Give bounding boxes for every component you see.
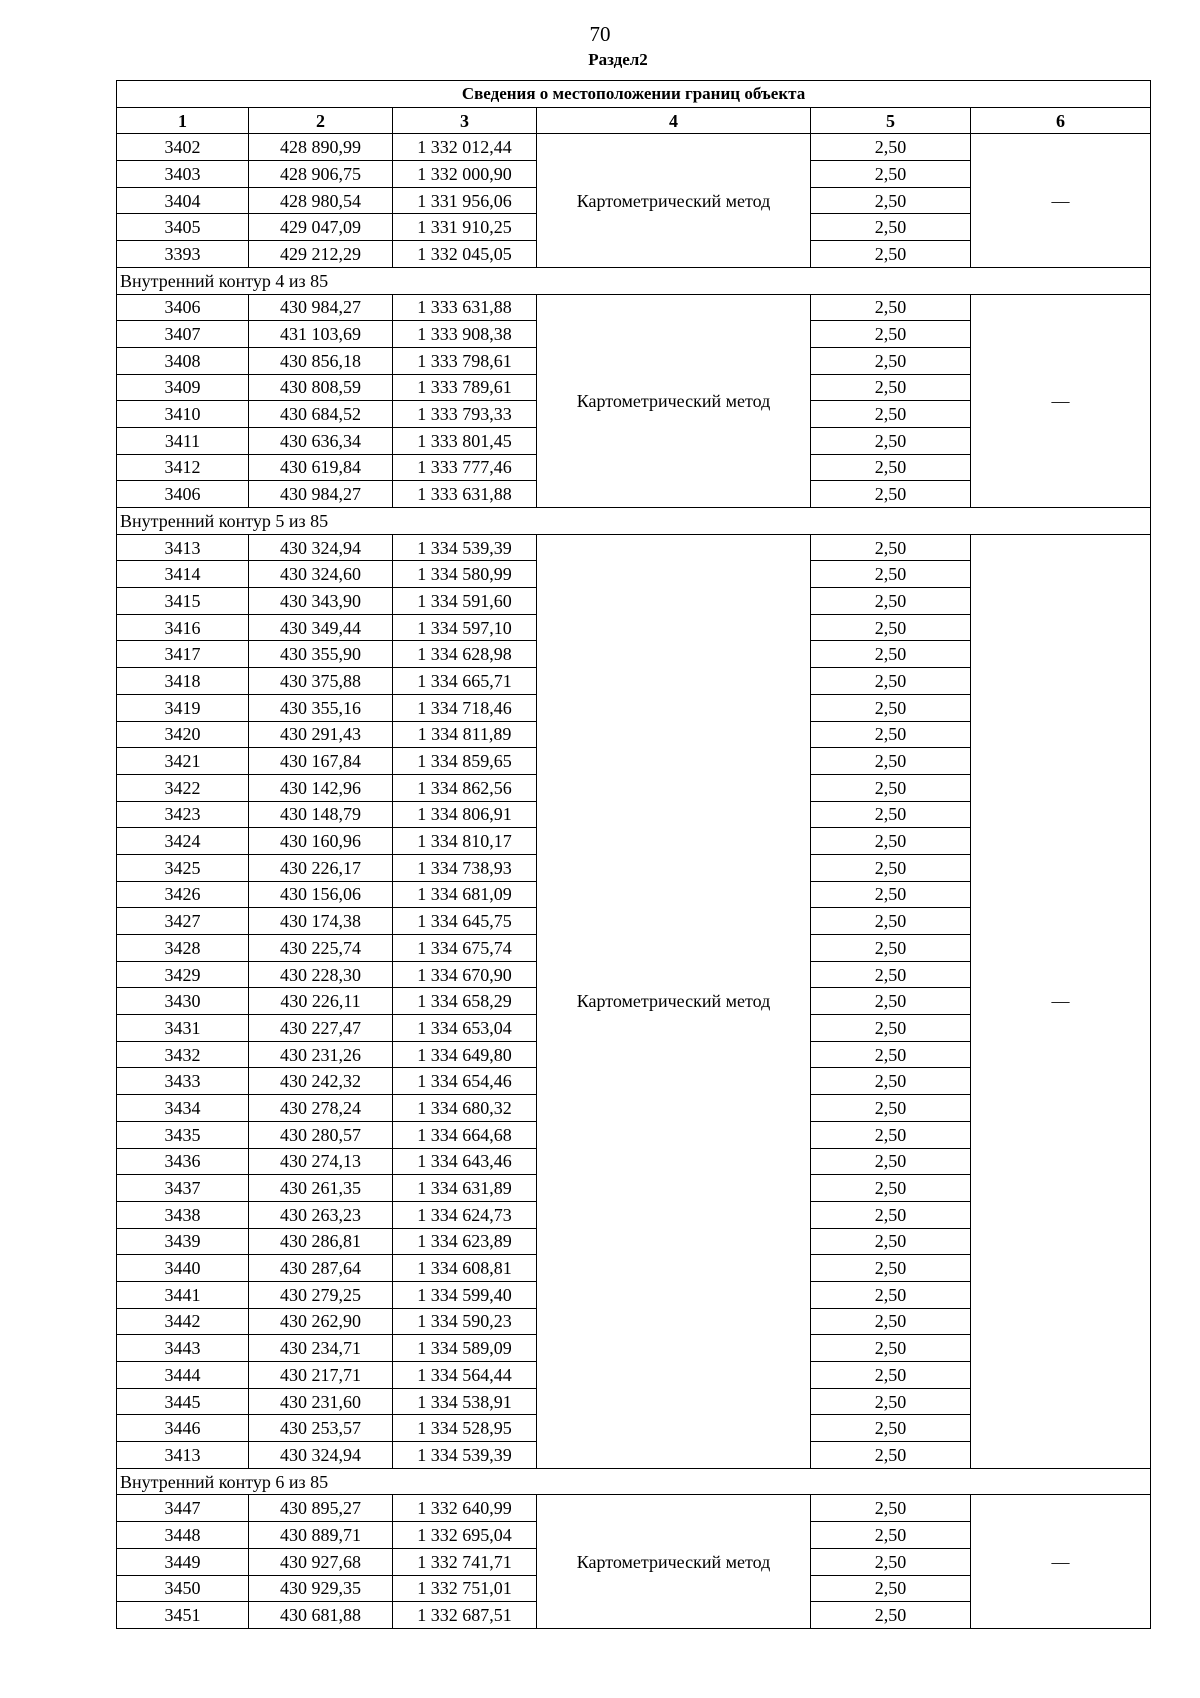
y-coordinate: 1 334 670,90: [393, 961, 537, 988]
y-coordinate: 1 331 910,25: [393, 214, 537, 241]
table-row: [117, 534, 1151, 561]
point-number: 3405: [117, 214, 249, 241]
x-coordinate: 430 636,34: [249, 427, 393, 454]
point-number: 3406: [117, 481, 249, 508]
x-coordinate: 429 047,09: [249, 214, 393, 241]
accuracy-value: 2,50: [811, 454, 971, 481]
accuracy-value: 2,50: [811, 241, 971, 268]
x-coordinate: 430 160,96: [249, 828, 393, 855]
accuracy-value: 2,50: [811, 1495, 971, 1522]
x-coordinate: 430 619,84: [249, 454, 393, 481]
method-cell: Картометрический метод: [537, 534, 811, 1468]
point-number: 3406: [117, 294, 249, 321]
y-coordinate: 1 332 741,71: [393, 1548, 537, 1575]
point-number: 3441: [117, 1281, 249, 1308]
point-number: 3427: [117, 908, 249, 935]
y-coordinate: 1 334 658,29: [393, 988, 537, 1015]
point-number: 3403: [117, 161, 249, 188]
accuracy-value: 2,50: [811, 1201, 971, 1228]
accuracy-value: 2,50: [811, 294, 971, 321]
y-coordinate: 1 334 580,99: [393, 561, 537, 588]
x-coordinate: 430 274,13: [249, 1148, 393, 1175]
column-header: 1: [117, 107, 249, 134]
y-coordinate: 1 334 681,09: [393, 881, 537, 908]
column-6-dash: —: [971, 134, 1151, 267]
x-coordinate: 430 984,27: [249, 481, 393, 508]
x-coordinate: 430 261,35: [249, 1175, 393, 1202]
accuracy-value: 2,50: [811, 668, 971, 695]
y-coordinate: 1 334 649,80: [393, 1041, 537, 1068]
point-number: 3408: [117, 347, 249, 374]
contour-label-row: [117, 267, 1151, 294]
y-coordinate: 1 334 539,39: [393, 534, 537, 561]
accuracy-value: 2,50: [811, 1415, 971, 1442]
x-coordinate: 430 231,60: [249, 1388, 393, 1415]
accuracy-value: 2,50: [811, 828, 971, 855]
point-number: 3432: [117, 1041, 249, 1068]
y-coordinate: 1 333 793,33: [393, 401, 537, 428]
y-coordinate: 1 332 695,04: [393, 1522, 537, 1549]
y-coordinate: 1 334 539,39: [393, 1442, 537, 1469]
point-number: 3436: [117, 1148, 249, 1175]
x-coordinate: 430 291,43: [249, 721, 393, 748]
x-coordinate: 430 343,90: [249, 588, 393, 615]
accuracy-value: 2,50: [811, 1281, 971, 1308]
y-coordinate: 1 334 538,91: [393, 1388, 537, 1415]
column-6-dash: —: [971, 294, 1151, 508]
y-coordinate: 1 332 000,90: [393, 161, 537, 188]
point-number: 3439: [117, 1228, 249, 1255]
point-number: 3419: [117, 694, 249, 721]
point-number: 3443: [117, 1335, 249, 1362]
method-cell: Картометрический метод: [537, 1495, 811, 1628]
y-coordinate: 1 334 590,23: [393, 1308, 537, 1335]
y-coordinate: 1 334 591,60: [393, 588, 537, 615]
y-coordinate: 1 334 623,89: [393, 1228, 537, 1255]
accuracy-value: 2,50: [811, 1255, 971, 1282]
x-coordinate: 428 890,99: [249, 134, 393, 161]
y-coordinate: 1 334 654,46: [393, 1068, 537, 1095]
accuracy-value: 2,50: [811, 427, 971, 454]
point-number: 3414: [117, 561, 249, 588]
accuracy-value: 2,50: [811, 347, 971, 374]
y-coordinate: 1 333 789,61: [393, 374, 537, 401]
y-coordinate: 1 334 628,98: [393, 641, 537, 668]
accuracy-value: 2,50: [811, 614, 971, 641]
y-coordinate: 1 334 589,09: [393, 1335, 537, 1362]
x-coordinate: 430 684,52: [249, 401, 393, 428]
y-coordinate: 1 334 643,46: [393, 1148, 537, 1175]
y-coordinate: 1 332 012,44: [393, 134, 537, 161]
x-coordinate: 430 984,27: [249, 294, 393, 321]
method-cell: Картометрический метод: [537, 134, 811, 267]
y-coordinate: 1 332 640,99: [393, 1495, 537, 1522]
y-coordinate: 1 334 811,89: [393, 721, 537, 748]
x-coordinate: 430 287,64: [249, 1255, 393, 1282]
y-coordinate: 1 334 718,46: [393, 694, 537, 721]
x-coordinate: 429 212,29: [249, 241, 393, 268]
y-coordinate: 1 333 908,38: [393, 321, 537, 348]
point-number: 3412: [117, 454, 249, 481]
y-coordinate: 1 334 859,65: [393, 748, 537, 775]
point-number: 3438: [117, 1201, 249, 1228]
y-coordinate: 1 334 631,89: [393, 1175, 537, 1202]
table-row: [117, 134, 1151, 161]
y-coordinate: 1 334 599,40: [393, 1281, 537, 1308]
y-coordinate: 1 333 798,61: [393, 347, 537, 374]
accuracy-value: 2,50: [811, 935, 971, 962]
x-coordinate: 430 927,68: [249, 1548, 393, 1575]
y-coordinate: 1 334 597,10: [393, 614, 537, 641]
accuracy-value: 2,50: [811, 748, 971, 775]
point-number: 3402: [117, 134, 249, 161]
accuracy-value: 2,50: [811, 1602, 971, 1629]
x-coordinate: 430 156,06: [249, 881, 393, 908]
x-coordinate: 430 279,25: [249, 1281, 393, 1308]
x-coordinate: 430 355,16: [249, 694, 393, 721]
accuracy-value: 2,50: [811, 187, 971, 214]
column-header: 4: [537, 107, 811, 134]
contour-label: Внутренний контур 4 из 85: [117, 267, 1151, 294]
point-number: 3429: [117, 961, 249, 988]
x-coordinate: 430 234,71: [249, 1335, 393, 1362]
method-cell: Картометрический метод: [537, 294, 811, 508]
y-coordinate: 1 332 751,01: [393, 1575, 537, 1602]
accuracy-value: 2,50: [811, 401, 971, 428]
accuracy-value: 2,50: [811, 988, 971, 1015]
point-number: 3428: [117, 935, 249, 962]
y-coordinate: 1 334 675,74: [393, 935, 537, 962]
y-coordinate: 1 334 564,44: [393, 1362, 537, 1389]
y-coordinate: 1 334 862,56: [393, 774, 537, 801]
x-coordinate: 430 174,38: [249, 908, 393, 935]
accuracy-value: 2,50: [811, 161, 971, 188]
x-coordinate: 430 167,84: [249, 748, 393, 775]
x-coordinate: 430 280,57: [249, 1121, 393, 1148]
x-coordinate: 430 148,79: [249, 801, 393, 828]
y-coordinate: 1 333 631,88: [393, 481, 537, 508]
contour-label-row: [117, 1468, 1151, 1495]
y-coordinate: 1 334 608,81: [393, 1255, 537, 1282]
point-number: 3420: [117, 721, 249, 748]
y-coordinate: 1 334 810,17: [393, 828, 537, 855]
boundary-coordinates-table: [116, 80, 1151, 1629]
point-number: 3434: [117, 1095, 249, 1122]
accuracy-value: 2,50: [811, 534, 971, 561]
x-coordinate: 430 856,18: [249, 347, 393, 374]
column-header: 5: [811, 107, 971, 134]
column-header: 6: [971, 107, 1151, 134]
x-coordinate: 430 227,47: [249, 1015, 393, 1042]
accuracy-value: 2,50: [811, 641, 971, 668]
y-coordinate: 1 334 645,75: [393, 908, 537, 935]
accuracy-value: 2,50: [811, 1548, 971, 1575]
column-6-dash: —: [971, 1495, 1151, 1628]
x-coordinate: 430 324,94: [249, 534, 393, 561]
point-number: 3449: [117, 1548, 249, 1575]
point-number: 3437: [117, 1175, 249, 1202]
x-coordinate: 430 242,32: [249, 1068, 393, 1095]
x-coordinate: 430 681,88: [249, 1602, 393, 1629]
x-coordinate: 430 253,57: [249, 1415, 393, 1442]
table-row: [117, 294, 1151, 321]
x-coordinate: 430 231,26: [249, 1041, 393, 1068]
point-number: 3409: [117, 374, 249, 401]
accuracy-value: 2,50: [811, 774, 971, 801]
accuracy-value: 2,50: [811, 1335, 971, 1362]
point-number: 3446: [117, 1415, 249, 1442]
point-number: 3410: [117, 401, 249, 428]
y-coordinate: 1 334 528,95: [393, 1415, 537, 1442]
point-number: 3451: [117, 1602, 249, 1629]
accuracy-value: 2,50: [811, 1442, 971, 1469]
accuracy-value: 2,50: [811, 1068, 971, 1095]
accuracy-value: 2,50: [811, 134, 971, 161]
x-coordinate: 430 324,60: [249, 561, 393, 588]
y-coordinate: 1 334 665,71: [393, 668, 537, 695]
point-number: 3440: [117, 1255, 249, 1282]
point-number: 3421: [117, 748, 249, 775]
x-coordinate: 428 906,75: [249, 161, 393, 188]
point-number: 3424: [117, 828, 249, 855]
y-coordinate: 1 334 738,93: [393, 854, 537, 881]
x-coordinate: 430 324,94: [249, 1442, 393, 1469]
point-number: 3447: [117, 1495, 249, 1522]
accuracy-value: 2,50: [811, 1362, 971, 1389]
point-number: 3430: [117, 988, 249, 1015]
section-title: Раздел2: [588, 50, 648, 69]
point-number: 3422: [117, 774, 249, 801]
point-number: 3418: [117, 668, 249, 695]
x-coordinate: 430 278,24: [249, 1095, 393, 1122]
point-number: 3448: [117, 1522, 249, 1549]
accuracy-value: 2,50: [811, 1308, 971, 1335]
point-number: 3417: [117, 641, 249, 668]
accuracy-value: 2,50: [811, 481, 971, 508]
accuracy-value: 2,50: [811, 1041, 971, 1068]
point-number: 3407: [117, 321, 249, 348]
x-coordinate: 430 226,11: [249, 988, 393, 1015]
x-coordinate: 430 375,88: [249, 668, 393, 695]
accuracy-value: 2,50: [811, 321, 971, 348]
point-number: 3444: [117, 1362, 249, 1389]
y-coordinate: 1 333 801,45: [393, 427, 537, 454]
x-coordinate: 430 225,74: [249, 935, 393, 962]
page-number: 70: [589, 22, 611, 46]
accuracy-value: 2,50: [811, 694, 971, 721]
x-coordinate: 430 286,81: [249, 1228, 393, 1255]
point-number: 3431: [117, 1015, 249, 1042]
y-coordinate: 1 334 664,68: [393, 1121, 537, 1148]
x-coordinate: 430 226,17: [249, 854, 393, 881]
x-coordinate: 431 103,69: [249, 321, 393, 348]
y-coordinate: 1 331 956,06: [393, 187, 537, 214]
y-coordinate: 1 334 653,04: [393, 1015, 537, 1042]
y-coordinate: 1 333 631,88: [393, 294, 537, 321]
contour-label-row: [117, 508, 1151, 535]
y-coordinate: 1 334 680,32: [393, 1095, 537, 1122]
y-coordinate: 1 334 806,91: [393, 801, 537, 828]
column-6-dash: —: [971, 534, 1151, 1468]
x-coordinate: 428 980,54: [249, 187, 393, 214]
point-number: 3445: [117, 1388, 249, 1415]
y-coordinate: 1 332 045,05: [393, 241, 537, 268]
accuracy-value: 2,50: [811, 214, 971, 241]
x-coordinate: 430 895,27: [249, 1495, 393, 1522]
point-number: 3393: [117, 241, 249, 268]
y-coordinate: 1 332 687,51: [393, 1602, 537, 1629]
accuracy-value: 2,50: [811, 1575, 971, 1602]
point-number: 3413: [117, 534, 249, 561]
point-number: 3433: [117, 1068, 249, 1095]
point-number: 3442: [117, 1308, 249, 1335]
column-header: 2: [249, 107, 393, 134]
accuracy-value: 2,50: [811, 1228, 971, 1255]
point-number: 3415: [117, 588, 249, 615]
column-header: 3: [393, 107, 537, 134]
y-coordinate: 1 334 624,73: [393, 1201, 537, 1228]
accuracy-value: 2,50: [811, 1522, 971, 1549]
x-coordinate: 430 228,30: [249, 961, 393, 988]
column-header-row: [117, 107, 1151, 134]
accuracy-value: 2,50: [811, 1388, 971, 1415]
accuracy-value: 2,50: [811, 1015, 971, 1042]
y-coordinate: 1 333 777,46: [393, 454, 537, 481]
x-coordinate: 430 889,71: [249, 1522, 393, 1549]
accuracy-value: 2,50: [811, 1095, 971, 1122]
accuracy-value: 2,50: [811, 908, 971, 935]
point-number: 3426: [117, 881, 249, 908]
point-number: 3425: [117, 854, 249, 881]
point-number: 3411: [117, 427, 249, 454]
accuracy-value: 2,50: [811, 1148, 971, 1175]
x-coordinate: 430 355,90: [249, 641, 393, 668]
point-number: 3450: [117, 1575, 249, 1602]
point-number: 3413: [117, 1442, 249, 1469]
accuracy-value: 2,50: [811, 881, 971, 908]
x-coordinate: 430 808,59: [249, 374, 393, 401]
accuracy-value: 2,50: [811, 721, 971, 748]
x-coordinate: 430 349,44: [249, 614, 393, 641]
x-coordinate: 430 929,35: [249, 1575, 393, 1602]
x-coordinate: 430 263,23: [249, 1201, 393, 1228]
x-coordinate: 430 142,96: [249, 774, 393, 801]
accuracy-value: 2,50: [811, 1175, 971, 1202]
accuracy-value: 2,50: [811, 561, 971, 588]
table-row: [117, 1495, 1151, 1522]
table-title-row: [117, 81, 1151, 108]
x-coordinate: 430 262,90: [249, 1308, 393, 1335]
x-coordinate: 430 217,71: [249, 1362, 393, 1389]
point-number: 3416: [117, 614, 249, 641]
point-number: 3435: [117, 1121, 249, 1148]
accuracy-value: 2,50: [811, 801, 971, 828]
accuracy-value: 2,50: [811, 374, 971, 401]
accuracy-value: 2,50: [811, 1121, 971, 1148]
table-title: Сведения о местоположении границ объекта: [117, 81, 1151, 108]
accuracy-value: 2,50: [811, 961, 971, 988]
accuracy-value: 2,50: [811, 854, 971, 881]
point-number: 3404: [117, 187, 249, 214]
contour-label: Внутренний контур 5 из 85: [117, 508, 1151, 535]
accuracy-value: 2,50: [811, 588, 971, 615]
contour-label: Внутренний контур 6 из 85: [117, 1468, 1151, 1495]
point-number: 3423: [117, 801, 249, 828]
